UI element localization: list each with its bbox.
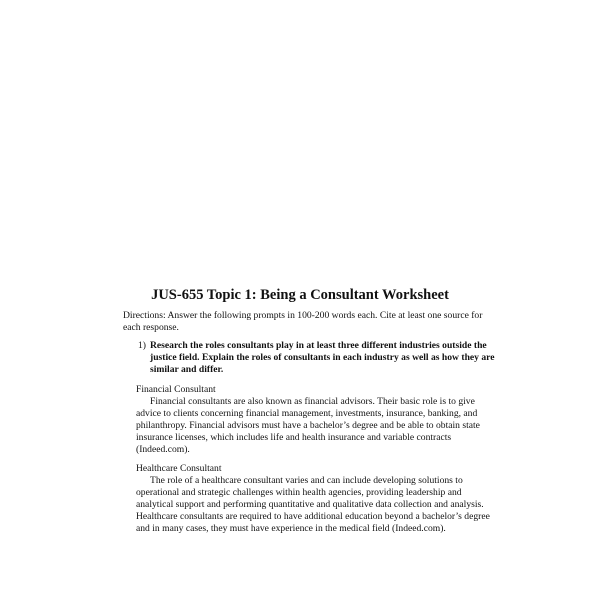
prompt-line: similar and differ. [150, 364, 224, 375]
paragraph-line: The role of a healthcare consultant varies and can include developing solutions to [150, 475, 463, 486]
paragraph-line: analytical support and performing quantitative and qualitative data collection and analysis. [136, 499, 484, 510]
paragraph-line: advice to clients concerning financial management, investments, insurance, banking, and [136, 408, 478, 419]
paragraph-line: Financial consultants are also known as financial advisors. Their basic role is to give [150, 396, 475, 407]
document-title: JUS-655 Topic 1: Being a Consultant Worksheet [151, 287, 449, 303]
paragraph-line: Healthcare consultants are required to have additional education beyond a bachelor’s degree [136, 511, 490, 522]
directions-line: Directions: Answer the following prompts in 100-200 words each. Cite at least one source for [123, 310, 483, 321]
paragraph-line: (Indeed.com). [136, 444, 190, 455]
section-heading-healthcare: Healthcare Consultant [136, 463, 222, 474]
directions-line: each response. [123, 322, 179, 333]
paragraph-line: insurance licenses, which includes life and health insurance and variable contracts [136, 432, 452, 443]
paragraph-line: operational and strategic challenges within health agencies, providing leadership and [136, 487, 462, 498]
paragraph-line: philanthropy. Financial advisors must have a bachelor’s degree and be able to obtain state [136, 420, 480, 431]
prompt-line: Research the roles consultants play in at least three different industries outside the [150, 340, 487, 351]
prompt-number: 1) [138, 340, 146, 351]
prompt-line: justice field. Explain the roles of consultants in each industry as well as how they are [150, 352, 495, 363]
paragraph-line: and in many cases, they must have experience in the medical field (Indeed.com). [136, 523, 446, 534]
section-heading-financial: Financial Consultant [136, 384, 216, 395]
